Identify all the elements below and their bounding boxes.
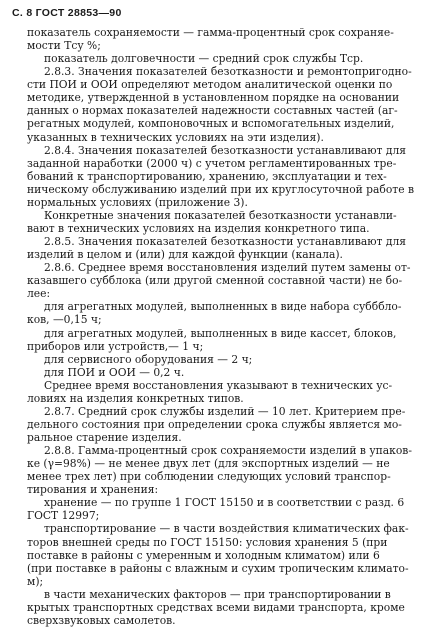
text-line [0,274,427,287]
text-line [0,522,427,535]
text-line-content: 2.8.8. Гамма-процентный срок сохраняемости изделий в упаков- [44,444,412,458]
text-line [0,588,427,601]
text-line [0,405,427,418]
text-line-content: транспортирование — в части воздействия климатических фак- [44,522,409,536]
text-line-content: Среднее время восстановления указывают в технических ус- [44,378,393,392]
text-line [0,366,427,379]
text-line [0,457,427,470]
text-line-content: методике, утвержденной в установленном порядке на основании [27,91,400,105]
text-line-content: бований к транспортированию, хранению, эксплуатации и тех- [27,169,387,183]
text-line [0,549,427,562]
text-line-content: ловиях на изделия конкретных типов. [27,391,244,405]
text-line-content: 2.8.7. Средний срок службы изделий — 10 лет. Критерием пре- [44,404,406,418]
text-line [0,117,427,130]
text-line-content: в части механических факторов — при транспортировании в [44,587,391,601]
text-line [0,26,427,39]
text-line-content: дельного состояния при определении срока службы является мо- [27,417,402,431]
text-line [0,157,427,170]
text-line [0,65,427,78]
text-line-content: 2.8.6. Среднее время восстановления изделий путем замены от- [44,261,411,275]
text-line [0,313,427,326]
text-line [0,235,427,248]
text-line [0,39,427,52]
text-line-content: регатных модулей, компоновочных и вспомогательных изделий, [27,117,395,131]
text-line-content: показатель долговечности — средний срок службы Tср. [44,52,364,66]
text-line-content: для агрегатных модулей, выполненных в виде кассет, блоков, [44,326,397,340]
text-line [0,170,427,183]
text-line-content: указанных в технических условиях на эти изделия). [27,130,324,144]
text-line [0,144,427,157]
text-line [0,470,427,483]
text-line [0,248,427,261]
text-line [0,444,427,457]
text-line [0,614,427,627]
text-line-content: Конкретные значения показателей безотказности устанавли- [44,208,397,222]
text-line [0,131,427,144]
text-line [0,300,427,313]
text-line [0,536,427,549]
text-line [0,483,427,496]
text-line [0,78,427,91]
text-line [0,509,427,522]
text-line [0,287,427,300]
text-line [0,104,427,117]
text-line [0,91,427,104]
text-line-content: ке (γ=98%) — не менее двух лет (для экспортных изделий — не [27,457,390,471]
text-line-content: сверхзвуковых самолетов. [27,613,176,627]
text-line [0,340,427,353]
text-line-content: ков, —0,15 ч; [27,313,102,327]
text-line-content: тирования и хранения: [27,483,159,497]
text-line [0,575,427,588]
text-line-content: крытых транспортных средствах всеми видами транспорта, кроме [27,600,405,614]
text-line-content: мости Tсу %; [27,39,101,53]
text-line [0,418,427,431]
text-line [0,209,427,222]
text-line-content: менее трех лет) при соблюдении следующих условий транспор- [27,470,391,484]
text-line [0,52,427,65]
text-line-content: хранение — по группе 1 ГОСТ 15150 и в соответствии с разд. 6 [44,496,405,510]
text-line-content: поставке в районы с умеренным и холодным климатом) или 6 [27,548,380,562]
text-line-content: (при поставке в районы с влажным и сухим тропическим климато- [27,561,409,575]
text-line [0,431,427,444]
text-line-content: нормальных условиях (приложение 3). [27,195,248,209]
text-line-content: заданной наработки (2000 ч) с учетом регламентированных тре- [27,156,397,170]
text-line-content: ническому обслуживанию изделий при их круглосуточной работе в [27,182,414,196]
text-line-content: 2.8.3. Значения показателей безотказности и ремонтопригодно- [44,65,412,79]
text-line [0,222,427,235]
text-line-content: для сервисного оборудования — 2 ч; [44,352,253,366]
text-line-content: показатель сохраняемости — гамма-процентный срок сохраняе- [27,26,394,39]
text-line [0,353,427,366]
text-line-content: ГОСТ 12997; [27,509,100,523]
text-line [0,601,427,614]
text-line [0,183,427,196]
text-line [0,392,427,405]
text-line-content: сти ПОИ и ООИ определяют методом аналитической оценки по [27,78,393,92]
page-header: С. 8 ГОСТ 28853—90 [12,7,122,19]
text-line-content: торов внешней среды по ГОСТ 15150: условия хранения 5 (при [27,535,388,549]
text-line [0,196,427,209]
text-line-content: для ПОИ и ООИ — 0,2 ч. [44,365,185,379]
text-line-content: вают в технических условиях на изделия конкретного типа. [27,221,370,235]
text-line [0,496,427,509]
text-line [0,261,427,274]
text-line-content: приборов или устройств,— 1 ч; [27,339,204,353]
text-line [0,327,427,340]
text-line-content: м); [27,574,44,588]
text-line-content: изделий в целом и (или) для каждой функции (канала). [27,248,343,262]
text-line-content: казавшего субблока (или другой сменной составной части) не бо- [27,274,403,288]
text-line-content: данных о нормах показателей надежности составных частей (аг- [27,104,398,118]
text-line-content: ральное старение изделия. [27,431,182,445]
text-line-content: 2.8.5. Значения показателей безотказности устанавливают для [44,235,407,249]
text-line-content: 2.8.4. Значения показателей безотказности устанавливают для [44,143,407,157]
text-line-content: для агрегатных модулей, выполненных в виде набора субббло- [44,300,402,314]
text-line [0,379,427,392]
text-line-content: лее: [27,287,51,301]
text-line [0,562,427,575]
